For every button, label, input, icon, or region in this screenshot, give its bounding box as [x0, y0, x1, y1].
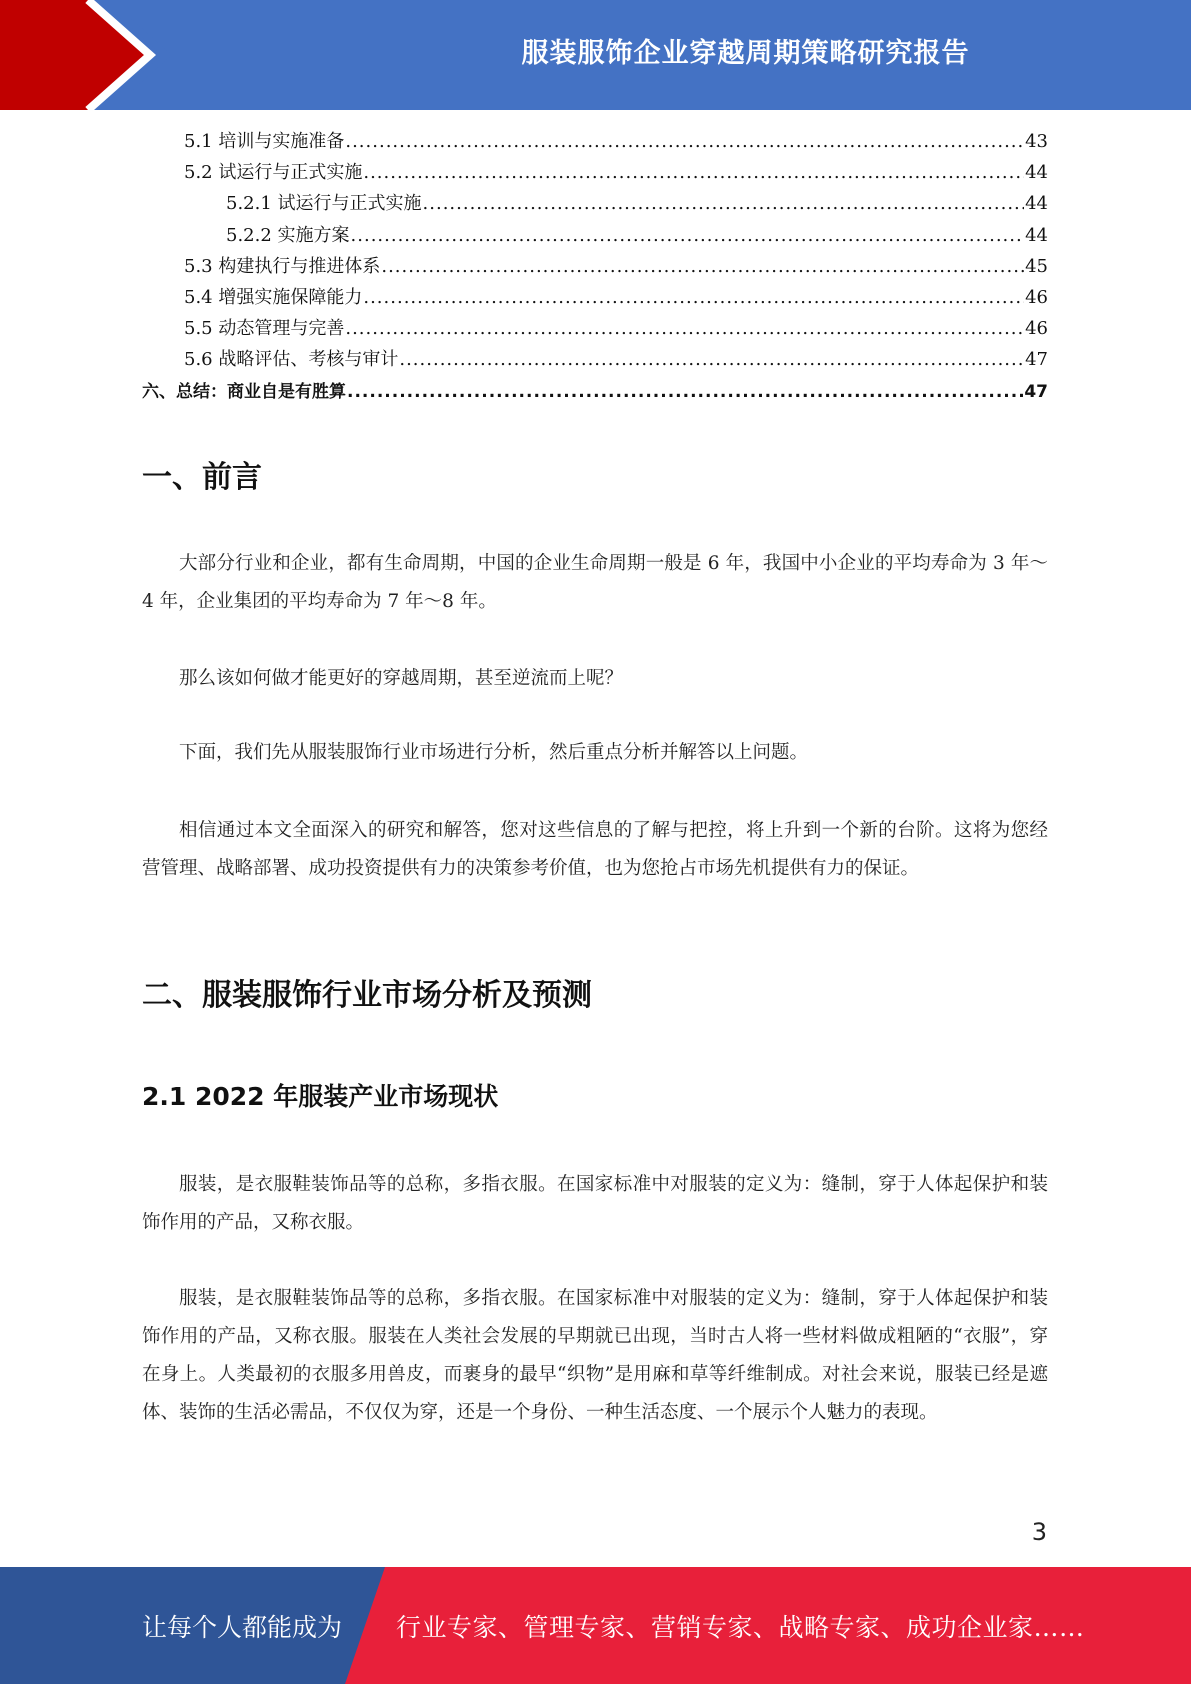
toc-entry-page: 44 — [1025, 224, 1048, 246]
toc-entry-page: 44 — [1025, 193, 1048, 215]
toc-entry-page: 47 — [1025, 349, 1048, 371]
toc-leader-dots — [345, 131, 1024, 152]
toc-entry[interactable] — [142, 314, 1048, 345]
toc-entry[interactable] — [142, 345, 1048, 376]
toc-leader-dots — [347, 382, 1023, 402]
toc-entry-page: 46 — [1025, 318, 1048, 340]
preface-paragraph: 那么该如何做才能更好的穿越周期，甚至逆流而上呢？ — [179, 668, 624, 689]
subsection-heading: 2.1 2022 年服装产业市场现状 — [142, 1082, 499, 1111]
market-paragraph: 服装，是衣服鞋装饰品等的总称，多指衣服。在国家标准中对服装的定义为：缝制，穿于人体起保护和装饰作用的产品，又称衣服。 — [142, 1174, 1048, 1233]
toc-entry-page: 44 — [1025, 162, 1048, 184]
toc-leader-dots — [381, 256, 1024, 277]
preface-paragraph: 大部分行业和企业，都有生命周期，中国的企业生命周期一般是 6 年，我国中小企业的平均寿命为 3 年～4 年，企业集团的平均寿命为 7 年～8 年。 — [142, 553, 1048, 612]
toc-entry-page: 46 — [1025, 286, 1048, 308]
toc-entry-page: 45 — [1025, 255, 1048, 277]
toc-leader-dots — [345, 318, 1024, 339]
toc-entry-label: 六、总结：商业自是有胜算 — [142, 381, 346, 402]
toc-entry[interactable] — [142, 127, 1048, 158]
toc-entry-page: 47 — [1024, 381, 1048, 402]
toc-leader-dots — [399, 349, 1024, 370]
toc-entry[interactable] — [142, 158, 1048, 189]
footer-slogan-left: 让每个人都能成为 — [142, 1612, 343, 1642]
market-paragraph: 服装，是衣服鞋装饰品等的总称，多指衣服。在国家标准中对服装的定义为：缝制，穿于人体起保护和装饰作用的产品，又称衣服。服装在人类社会发展的早期就已出现，当时古人将一些材料做成粗陋的“衣服”，穿在身上。人类最初的衣服多用兽皮，而裹身的最早“织物”是用麻和草等纤维制成。对社会来说，服装已经是遮体、装饰的生活必需品，不仅仅为穿，还是一个身份、一种生活态度、一个展示个人魅力的表现。 — [142, 1288, 1048, 1423]
table-of-contents — [142, 127, 1048, 408]
footer-slogan-right: 行业专家、管理专家、营销专家、战略专家、成功企业家…… — [396, 1612, 1085, 1642]
toc-entry-label: 5.2 试运行与正式实施 — [184, 162, 363, 184]
toc-entry-label: 5.4 增强实施保障能力 — [184, 286, 363, 308]
toc-entry-label: 5.3 构建执行与推进体系 — [184, 255, 381, 277]
preface-paragraph: 下面，我们先从服装服饰行业市场进行分析，然后重点分析并解答以上问题。 — [179, 742, 809, 763]
toc-entry-label: 5.6 战略评估、考核与审计 — [184, 349, 399, 371]
page-footer — [0, 1567, 1191, 1684]
toc-entry-label: 5.2.1 试运行与正式实施 — [226, 193, 422, 215]
report-title: 服装服饰企业穿越周期策略研究报告 — [521, 37, 970, 69]
toc-entry[interactable] — [142, 283, 1048, 314]
toc-leader-dots — [423, 193, 1025, 214]
toc-entry-label: 5.2.2 实施方案 — [226, 224, 350, 246]
toc-entry-label: 5.1 培训与实施准备 — [184, 131, 345, 152]
toc-leader-dots — [363, 162, 1024, 183]
page-number: 3 — [1031, 1518, 1047, 1546]
toc-entry-label: 5.5 动态管理与完善 — [184, 318, 345, 340]
toc-entry[interactable] — [142, 221, 1048, 252]
toc-leader-dots — [351, 225, 1025, 246]
toc-entry-page: 43 — [1025, 131, 1048, 152]
toc-leader-dots — [363, 287, 1024, 308]
toc-entry[interactable] — [142, 377, 1048, 408]
page-header — [0, 0, 1191, 110]
toc-entry[interactable] — [142, 252, 1048, 283]
preface-heading: 一、前言 — [142, 460, 262, 495]
preface-paragraph: 相信通过本文全面深入的研究和解答，您对这些信息的了解与把控，将上升到一个新的台阶。这将为您经营管理、战略部署、成功投资提供有力的决策参考价值，也为您抢占市场先机提供有力的保证。 — [142, 820, 1048, 879]
toc-entry[interactable] — [142, 189, 1048, 220]
market-analysis-heading: 二、服装服饰行业市场分析及预测 — [142, 978, 592, 1013]
